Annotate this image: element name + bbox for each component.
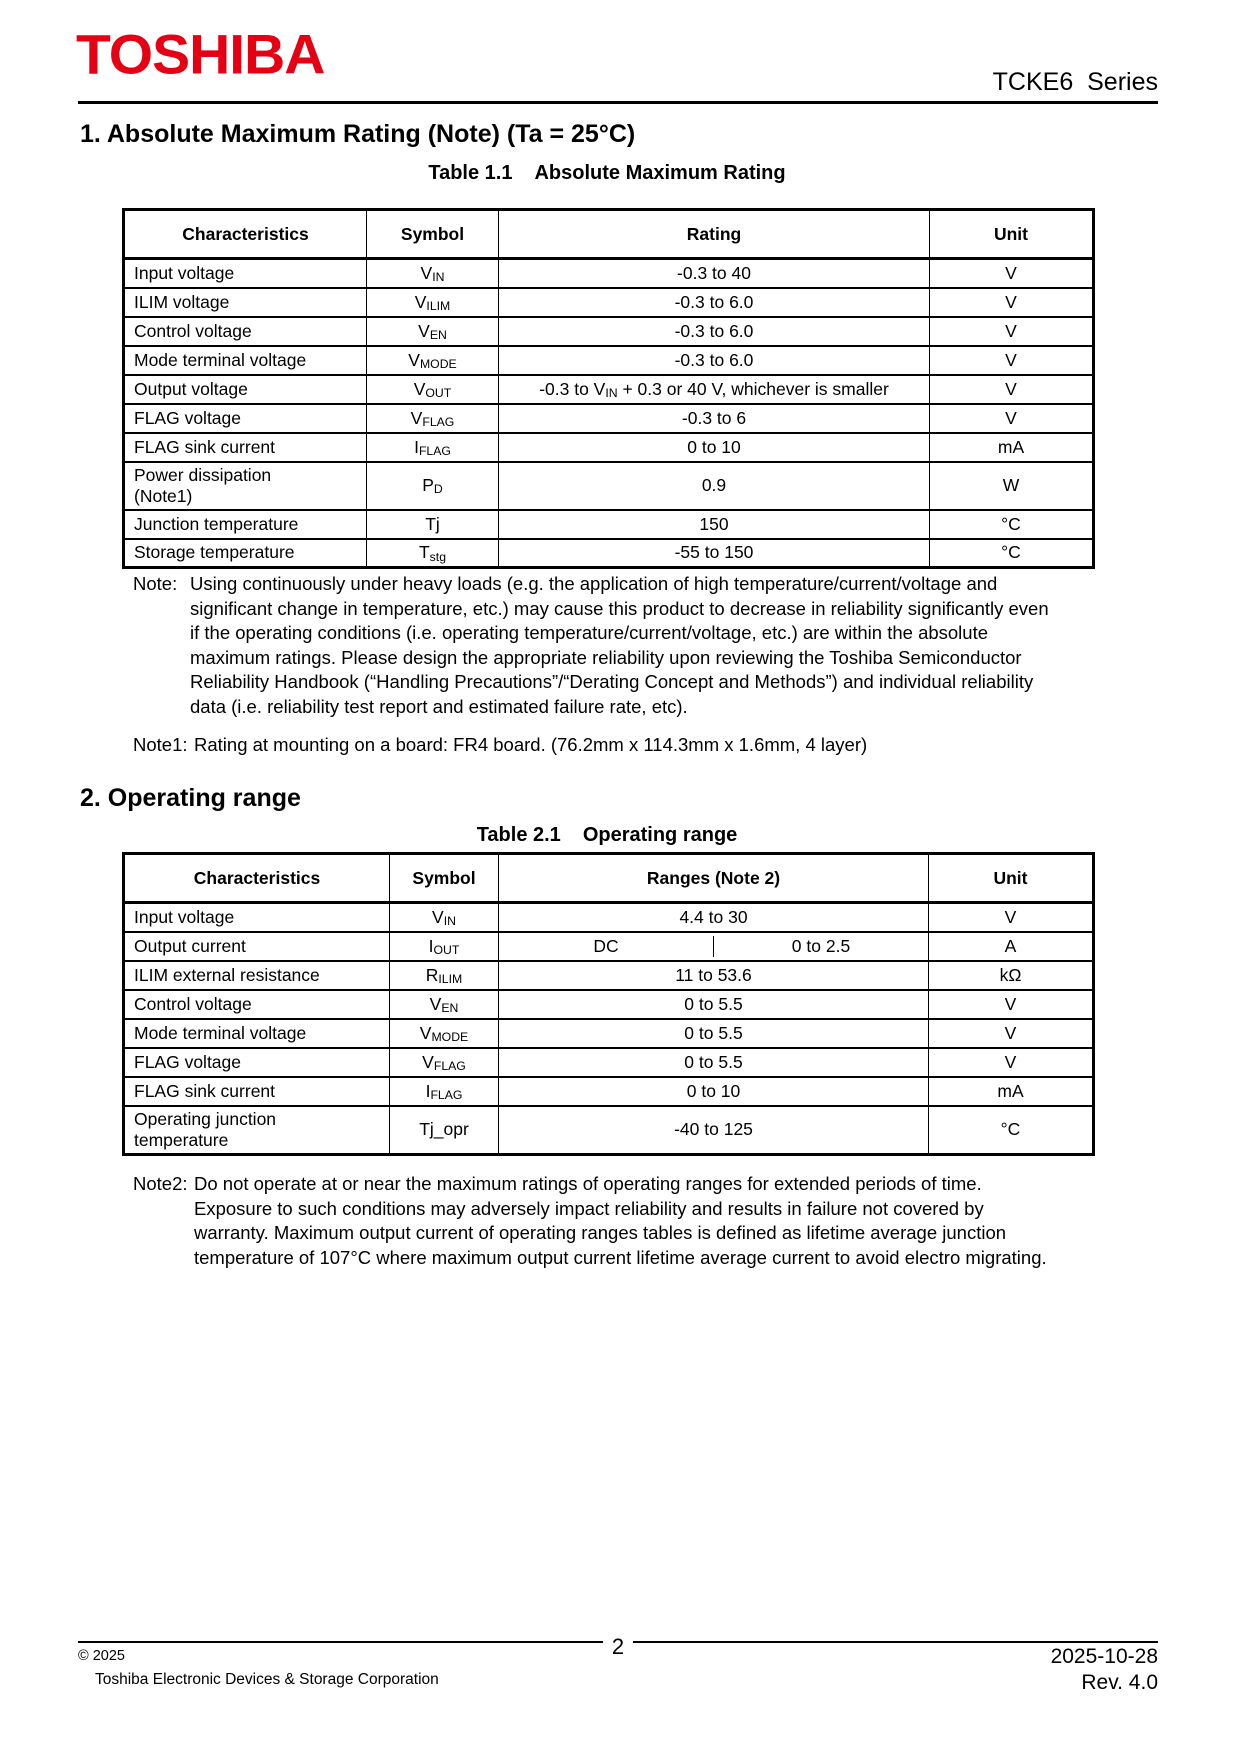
footer-company: Toshiba Electronic Devices & Storage Corporation [95, 1671, 439, 1688]
range-condition: DC [593, 935, 619, 956]
symbol-cell: $V_{ILIM}$ [367, 288, 499, 317]
column-header: Characteristics [124, 854, 390, 903]
rating-cell: 150 [499, 510, 930, 539]
note2-text: Do not operate at or near the maximum ratings of operating ranges for extended periods of time. Exposure to such conditions may adversely impact reliability and results in failure not covered by warranty. Maximum output current of operating ranges tables is defined as lifetime average junction temperature of 107°C where maximum output current lifetime average current to avoid electro migrating. [194, 1173, 1047, 1268]
section1-heading: 1. Absolute Maximum Rating (Note) (Ta = 25°C) [80, 120, 636, 148]
range-cell [499, 932, 929, 961]
table-row [124, 259, 1094, 288]
rating-cell: -55 to 150 [499, 539, 930, 568]
unit-cell: °C [930, 539, 1094, 568]
symbol-cell: $T_{stg}$ [367, 539, 499, 568]
column-header: Characteristics [124, 210, 367, 259]
unit-cell: V [930, 288, 1094, 317]
table-row [124, 903, 1094, 932]
table-row [124, 510, 1094, 539]
note2 [133, 1172, 1049, 1270]
symbol-cell: Tj_opr [390, 1106, 499, 1155]
table-row [124, 462, 1094, 510]
footer-date: 2025-10-28 [1050, 1645, 1158, 1668]
characteristics-cell: Mode terminal voltage [124, 1019, 390, 1048]
characteristics-cell: Control voltage [124, 990, 390, 1019]
unit-cell: V [929, 903, 1094, 932]
note1 [133, 733, 1049, 758]
header-rule [78, 101, 1158, 104]
table-row [124, 539, 1094, 568]
rating-cell: -0.3 to $V_{IN} + 0.3$ or 40 V, whichever is smaller [499, 375, 930, 404]
range-cell: 11 to 53.6 [499, 961, 929, 990]
characteristics-cell: Junction temperature [124, 510, 367, 539]
series-title: TCKE6 Series [992, 68, 1158, 96]
footer-page-number: 2 [78, 1634, 1158, 1660]
note-general [133, 572, 1049, 719]
range-value: 0 to 2.5 [713, 936, 928, 957]
characteristics-cell: Storage temperature [124, 539, 367, 568]
note1-label: Note1: [133, 734, 188, 755]
range-cell: 0 to 5.5 [499, 1048, 929, 1077]
column-header: Symbol [367, 210, 499, 259]
unit-cell: mA [930, 433, 1094, 462]
unit-cell: mA [929, 1077, 1094, 1106]
unit-cell: V [930, 346, 1094, 375]
rating-cell: -0.3 to 6.0 [499, 317, 930, 346]
characteristics-cell: FLAG voltage [124, 1048, 390, 1077]
unit-cell: V [930, 375, 1094, 404]
symbol-cell: $V_{MODE}$ [367, 346, 499, 375]
table-row [124, 932, 1094, 961]
rating-cell: 0.9 [499, 462, 930, 510]
table-row [124, 1019, 1094, 1048]
unit-cell: A [929, 932, 1094, 961]
characteristics-cell: Power dissipation (Note1) [124, 462, 367, 510]
note-label: Note: [133, 573, 178, 594]
table-row [124, 1077, 1094, 1106]
characteristics-cell: Output current [124, 932, 390, 961]
rating-cell: -0.3 to 6.0 [499, 288, 930, 317]
rating-cell: -0.3 to 40 [499, 259, 930, 288]
table-row [124, 1106, 1094, 1155]
symbol-cell: $V_{FLAG}$ [390, 1048, 499, 1077]
symbol-cell: $I_{OUT}$ [390, 932, 499, 961]
unit-cell: V [930, 259, 1094, 288]
column-header: Symbol [390, 854, 499, 903]
footer-revision: Rev. 4.0 [1081, 1671, 1158, 1694]
table1-caption-label: Table 1.1 [428, 162, 513, 184]
table-row [124, 961, 1094, 990]
range-cell: 0 to 10 [499, 1077, 929, 1106]
rating-cell: 0 to 10 [499, 433, 930, 462]
toshiba-logo: TOSHIBA [76, 23, 325, 87]
characteristics-cell: FLAG sink current [124, 433, 367, 462]
unit-cell: kΩ [929, 961, 1094, 990]
symbol-cell: $V_{FLAG}$ [367, 404, 499, 433]
section2-heading: 2. Operating range [80, 784, 301, 812]
characteristics-cell: FLAG voltage [124, 404, 367, 433]
symbol-cell: $R_{ILIM}$ [390, 961, 499, 990]
column-header: Rating [499, 210, 930, 259]
column-header: Unit [930, 210, 1094, 259]
characteristics-cell: Input voltage [124, 903, 390, 932]
table1-caption-title: Absolute Maximum Rating [534, 162, 786, 184]
unit-cell: V [930, 404, 1094, 433]
characteristics-cell: Input voltage [124, 259, 367, 288]
note2-label: Note2: [133, 1173, 188, 1194]
symbol-cell: $V_{MODE}$ [390, 1019, 499, 1048]
column-header: Ranges (Note 2) [499, 854, 929, 903]
unit-cell: V [929, 1019, 1094, 1048]
unit-cell: V [930, 317, 1094, 346]
range-cell: -40 to 125 [499, 1106, 929, 1155]
table-row [124, 404, 1094, 433]
table-row [124, 288, 1094, 317]
symbol-cell: $I_{FLAG}$ [390, 1077, 499, 1106]
characteristics-cell: FLAG sink current [124, 1077, 390, 1106]
header-row [124, 210, 1094, 259]
table2-caption-title: Operating range [582, 824, 738, 846]
column-header: Unit [929, 854, 1094, 903]
symbol-cell: $P_D$ [367, 462, 499, 510]
symbol-cell: $V_{EN}$ [367, 317, 499, 346]
note-text: Using continuously under heavy loads (e.g. the application of high temperature/current/voltage and significant change in temperature, etc.) may cause this product to decrease in reliability significantly even if the operating conditions (i.e. operating temperature/current/voltage, etc.) are within the absolute maximum ratings. Please design the appropriate reliability upon reviewing the Toshiba Semiconductor Reliability Handbook (“Handling Precautions”/“Derating Concept and Methods”) and individual reliability data (i.e. reliability test report and estimated failure rate, etc). [190, 573, 1049, 717]
unit-cell: V [929, 1048, 1094, 1077]
table-row [124, 990, 1094, 1019]
characteristics-cell: Mode terminal voltage [124, 346, 367, 375]
absolute-maximum-rating-table [122, 208, 1095, 569]
table-row [124, 1048, 1094, 1077]
table-row [124, 346, 1094, 375]
range-cell: 4.4 to 30 [499, 903, 929, 932]
characteristics-cell: ILIM voltage [124, 288, 367, 317]
symbol-cell: $V_{IN}$ [390, 903, 499, 932]
unit-cell: °C [929, 1106, 1094, 1155]
symbol-cell: Tj [367, 510, 499, 539]
note1-text: Rating at mounting on a board: FR4 board. (76.2mm x 114.3mm x 1.6mm, 4 layer) [194, 734, 868, 755]
header-row [124, 854, 1094, 903]
symbol-cell: $V_{IN}$ [367, 259, 499, 288]
characteristics-cell: ILIM external resistance [124, 961, 390, 990]
table2-caption-label: Table 2.1 [476, 824, 561, 846]
characteristics-cell: Control voltage [124, 317, 367, 346]
table2-caption [122, 824, 1092, 847]
range-cell: 0 to 5.5 [499, 1019, 929, 1048]
operating-range-table [122, 852, 1095, 1156]
symbol-cell: $V_{EN}$ [390, 990, 499, 1019]
rating-cell: -0.3 to 6.0 [499, 346, 930, 375]
table-row [124, 375, 1094, 404]
unit-cell: °C [930, 510, 1094, 539]
characteristics-cell: Output voltage [124, 375, 367, 404]
table-row [124, 317, 1094, 346]
footer-copyright: © 2025 [78, 1648, 125, 1664]
table1-caption [122, 162, 1092, 185]
unit-cell: V [929, 990, 1094, 1019]
table-row [124, 433, 1094, 462]
range-cell: 0 to 5.5 [499, 990, 929, 1019]
characteristics-cell: Operating junction temperature [124, 1106, 390, 1155]
unit-cell: W [930, 462, 1094, 510]
rating-cell: -0.3 to 6 [499, 404, 930, 433]
symbol-cell: $V_{OUT}$ [367, 375, 499, 404]
symbol-cell: $I_{FLAG}$ [367, 433, 499, 462]
